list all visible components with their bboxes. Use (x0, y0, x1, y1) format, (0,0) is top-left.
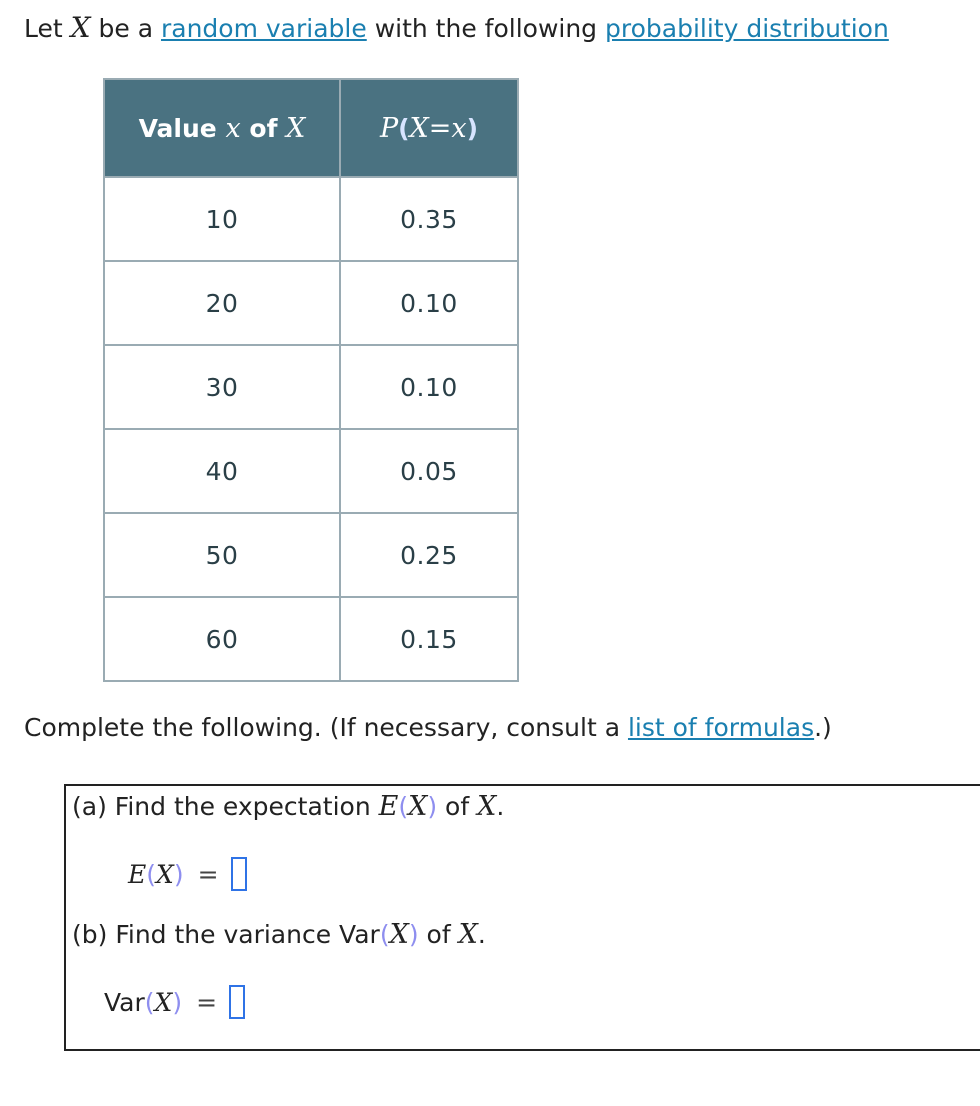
table-row (104, 345, 518, 429)
table-row (104, 261, 518, 345)
table-cell-value: 40 (104, 429, 340, 513)
table-cell-probability: 0.05 (340, 429, 518, 513)
header-value-label: Value (138, 113, 226, 143)
question-b-close-paren: ) (408, 920, 419, 949)
eq-a-close-paren: ) (173, 859, 184, 889)
header-value-of-x (104, 79, 340, 177)
eq-b-equals-sign: = (196, 987, 218, 1017)
question-a-E-symbol: E (378, 791, 399, 822)
expectation-answer-input[interactable] (231, 857, 247, 891)
eq-b-close-paren: ) (172, 987, 183, 1017)
random-variable-link[interactable]: random variable (160, 14, 367, 43)
answer-box (64, 784, 980, 1051)
question-a (72, 790, 504, 824)
table-cell-value: 20 (104, 261, 340, 345)
table-cell-probability: 0.15 (340, 597, 518, 681)
header-open-paren: ( (398, 113, 410, 143)
question-b-of: of (418, 920, 459, 949)
question-b (72, 918, 486, 952)
question-a-of: of (437, 792, 478, 821)
question-a-X-symbol: X (408, 791, 428, 822)
eq-b-var-label: Var (104, 987, 145, 1017)
table-header-row (104, 79, 518, 177)
instructions-text-end: .) (814, 713, 832, 742)
variance-equation (104, 980, 245, 1024)
probability-distribution-link[interactable]: probability distribution (605, 14, 889, 43)
header-X-symbol: X (286, 112, 306, 144)
eq-b-open-paren: ( (144, 987, 155, 1017)
eq-a-E-symbol: E (128, 859, 147, 889)
question-a-open-paren: ( (398, 792, 409, 821)
question-a-period: . (496, 792, 505, 821)
header-close-paren: ) (466, 113, 479, 143)
variance-answer-input[interactable] (229, 985, 245, 1019)
table-cell-probability: 0.10 (340, 345, 518, 429)
header-of-label: of (240, 113, 287, 143)
eq-a-X-symbol: X (156, 859, 174, 889)
table-cell-value: 10 (104, 177, 340, 261)
probability-distribution-table (103, 78, 519, 682)
header-X-equals-x: X=x (409, 112, 467, 144)
table-cell-value: 30 (104, 345, 340, 429)
question-b-X-symbol-2: X (458, 919, 478, 950)
header-x-symbol: x (225, 112, 241, 144)
question-a-text: (a) Find the expectation (72, 792, 379, 821)
table-row (104, 597, 518, 681)
table-row (104, 429, 518, 513)
table-cell-probability: 0.25 (340, 513, 518, 597)
table-cell-value: 50 (104, 513, 340, 597)
table-row (104, 513, 518, 597)
expectation-equation (128, 852, 247, 896)
header-P-symbol: P (379, 112, 399, 144)
eq-a-equals-sign: = (197, 859, 219, 889)
random-variable-symbol: X (70, 11, 91, 44)
question-b-text: (b) Find the variance Var (72, 920, 380, 949)
eq-b-X-symbol: X (154, 987, 173, 1017)
table-cell-value: 60 (104, 597, 340, 681)
question-b-X-symbol: X (389, 919, 409, 950)
eq-a-open-paren: ( (146, 859, 157, 889)
header-probability (340, 79, 518, 177)
table-cell-probability: 0.35 (340, 177, 518, 261)
problem-intro (24, 10, 889, 47)
instructions (24, 710, 832, 746)
intro-text-be-a: be a (90, 14, 161, 43)
list-of-formulas-link[interactable]: list of formulas (627, 713, 815, 742)
table-cell-probability: 0.10 (340, 261, 518, 345)
intro-text-let: Let (24, 14, 71, 43)
intro-text-with: with the following (366, 14, 605, 43)
question-b-open-paren: ( (379, 920, 390, 949)
instructions-text: Complete the following. (If necessary, consult a (24, 713, 628, 742)
table-row (104, 177, 518, 261)
question-a-X-symbol-2: X (477, 791, 497, 822)
question-a-close-paren: ) (427, 792, 438, 821)
question-b-period: . (477, 920, 486, 949)
